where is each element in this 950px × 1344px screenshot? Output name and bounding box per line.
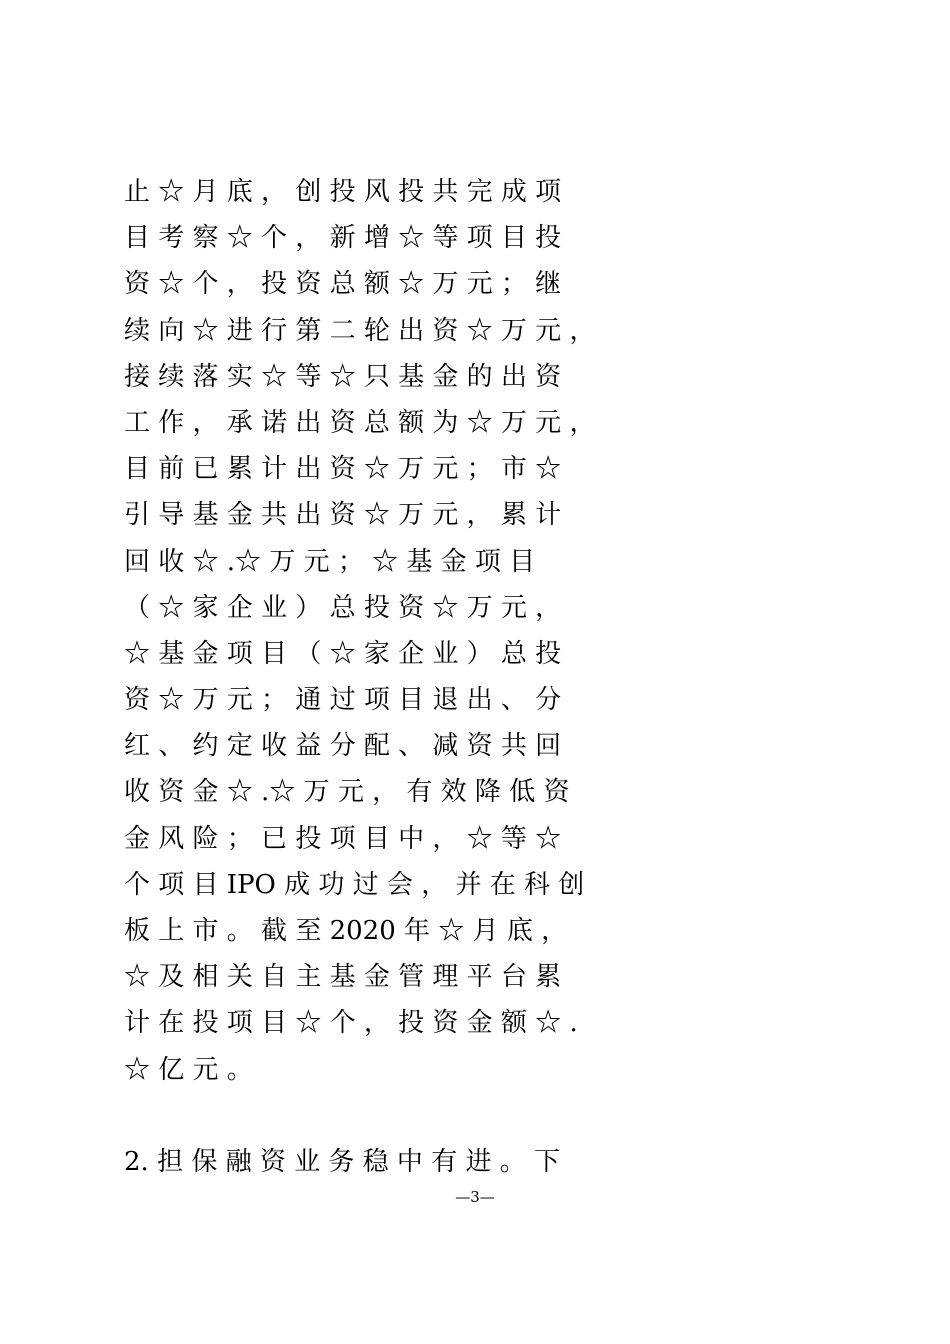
text-line: 目 前 已 累 计 出 资 ☆ 万 元 ； 市 ☆ <box>124 454 562 485</box>
text-line: 续 向 ☆ 进 行 第 二 轮 出 资 ☆ 万 元 ， <box>124 315 596 346</box>
page-number: —3— <box>455 1188 495 1206</box>
text-line: ☆ 及 相 关 自 主 基 金 管 理 平 台 累 <box>124 962 562 993</box>
text-line: 收 资 金 ☆ .☆ 万 元 ， 有 效 降 低 资 <box>124 777 570 808</box>
text-line: 回 收 ☆ .☆ 万 元 ； ☆ 基 金 项 目 <box>124 546 536 577</box>
text-line: 目 考 察 ☆ 个 ， 新 增 ☆ 等 项 目 投 <box>124 223 562 254</box>
text-line: 个 项 目 IPO 成 功 过 会 ， 并 在 科 创 <box>124 869 585 900</box>
text-line: 板 上 市 。 截 至 2020 年 ☆ 月 底 ， <box>124 916 568 946</box>
text-line: 止 ☆ 月 底 ， 创 投 风 投 共 完 成 项 <box>124 177 562 207</box>
text-line: ☆ 基 金 项 目 （ ☆ 家 企 业 ） 总 投 <box>124 638 562 669</box>
paragraph-2 <box>124 1139 844 1185</box>
text-line: 金 风 险 ； 已 投 项 目 中 ， ☆ 等 ☆ <box>124 823 562 854</box>
text-line: 工 作 ， 承 诺 出 资 总 额 为 ☆ 万 元 ， <box>124 407 596 438</box>
text-line: 计 在 投 项 目 ☆ 个 ， 投 资 金 额 ☆ . <box>124 1008 578 1039</box>
text-line: （ ☆ 家 企 业 ） 总 投 资 ☆ 万 元 ， <box>124 592 562 623</box>
text-line: 2. 担 保 融 资 业 务 稳 中 有 进 。 下 <box>124 1146 560 1177</box>
paragraph-gap <box>124 1093 844 1139</box>
text-line: 接 续 落 实 ☆ 等 ☆ 只 基 金 的 出 资 <box>124 361 562 392</box>
text-line: 资 ☆ 个 ， 投 资 总 额 ☆ 万 元 ； 继 <box>124 269 562 300</box>
text-line: 红 、 约 定 收 益 分 配 、 减 资 共 回 <box>124 731 562 762</box>
body-text <box>124 169 844 1185</box>
paragraph-1 <box>124 169 844 1093</box>
text-line: 资 ☆ 万 元 ； 通 过 项 目 退 出 、 分 <box>124 685 562 716</box>
text-line: 引 导 基 金 共 出 资 ☆ 万 元 ， 累 计 <box>124 500 562 531</box>
text-line: ☆ 亿 元 。 <box>124 1054 253 1085</box>
